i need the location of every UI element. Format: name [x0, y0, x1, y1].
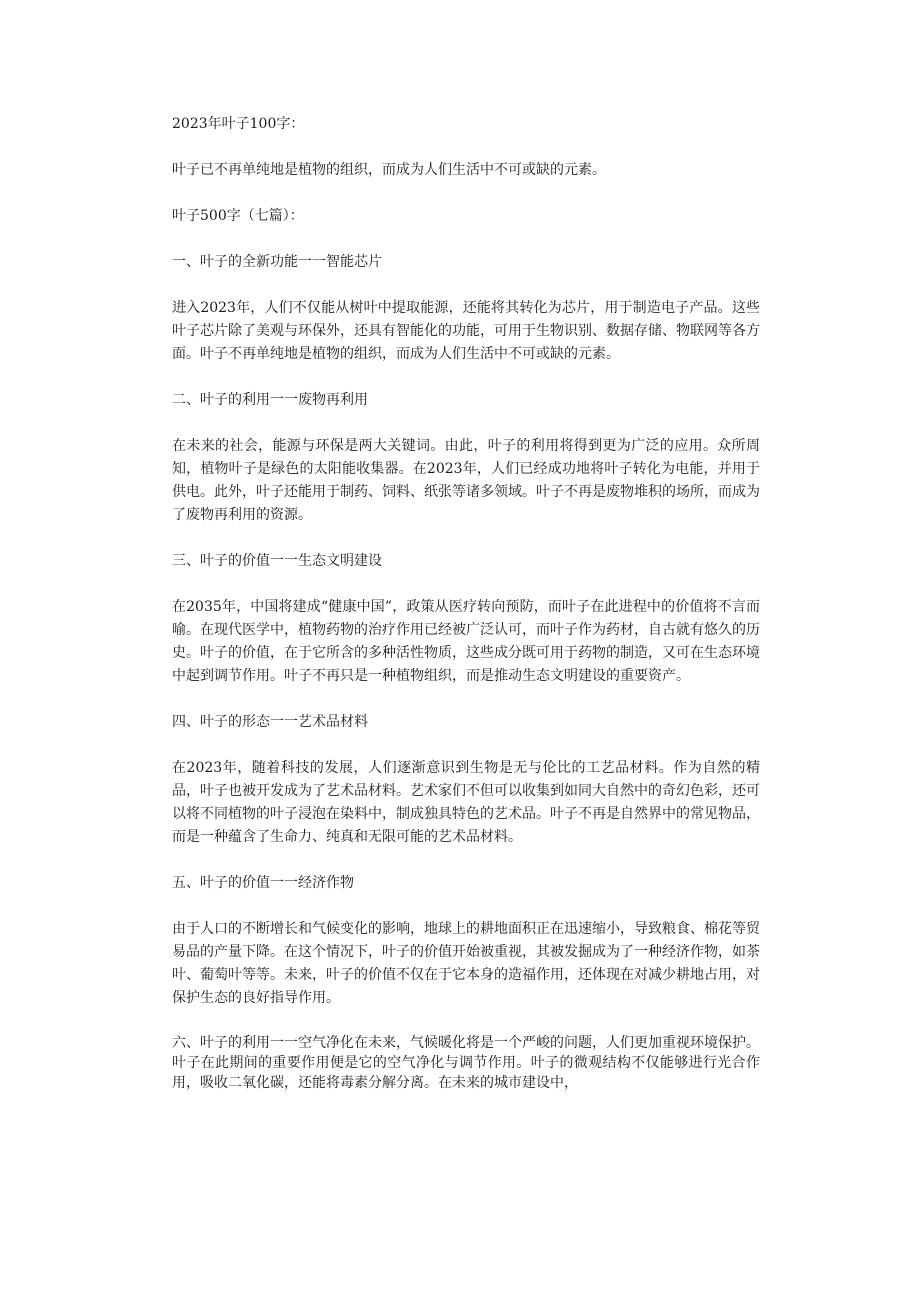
section-heading-4: 四、叶子的形态一一艺术品材料 — [172, 714, 368, 730]
document-page — [172, 113, 760, 1116]
section-intro-heading: 叶子500字（七篇）： — [172, 208, 304, 224]
section-heading-2: 二、叶子的利用一一废物再利用 — [172, 392, 368, 408]
section-heading-1: 一、叶子的全新功能一一智能芯片 — [172, 254, 382, 270]
summary-paragraph: 叶子已不再单纯地是植物的组织，而成为人们生活中不可或缺的元素。 — [172, 162, 606, 178]
section-body-5: 由于人口的不断增长和气候变化的影响，地球上的耕地面积正在迅速缩小，导致粮食、棉花等贸易品的产量下降。在这个情况下，叶子的价值开始被重视，其被发掘成为了一种经济作物，如茶叶、葡萄叶等等。未来，叶子的价值不仅在于它本身的造福作用，还体现在对减少耕地占用，对保护生态的良好指导作用。 — [172, 921, 760, 1006]
section-body-4: 在2023年，随着科技的发展，人们逐渐意识到生物是无与伦比的工艺品材料。作为自然的精品，叶子也被开发成为了艺术品材料。艺术家们不但可以收集到如同大自然中的奇幻色彩，还可以将不同植物的叶子浸泡在染料中，制成独具特色的艺术品。叶子不再是自然界中的常见物品，而是一种蕴含了生命力、纯真和无限可能的艺术品材料。 — [172, 760, 760, 845]
section-heading-3: 三、叶子的价值一一生态文明建设 — [172, 553, 382, 569]
document-title: 2023年叶子100字： — [172, 116, 305, 132]
section-body-6: 六、叶子的利用一一空气净化在未来，气候暖化将是一个严峻的问题，人们更加重视环境保护。叶子在此期间的重要作用便是它的空气净化与调节作用。叶子的微观结构不仅能够进行光合作用，吸收二氧化碳，还能将毒素分解分离。在未来的城市建设中， — [172, 1035, 760, 1091]
section-heading-5: 五、叶子的价值一一经济作物 — [172, 875, 354, 891]
section-body-2: 在未来的社会，能源与环保是两大关键词。由此，叶子的利用将得到更为广泛的应用。众所周知，植物叶子是绿色的太阳能收集器。在2023年，人们已经成功地将叶子转化为电能，并用于供电。此外，叶子还能用于制药、饲料、纸张等诸多领域。叶子不再是废物堆积的场所，而成为了废物再利用的资源。 — [172, 438, 760, 523]
section-body-1: 进入2023年，人们不仅能从树叶中提取能源，还能将其转化为芯片，用于制造电子产品。这些叶子芯片除了美观与环保外，还具有智能化的功能，可用于生物识别、数据存储、物联网等各方面。叶子不再单纯地是植物的组织，而成为人们生活中不可或缺的元素。 — [172, 300, 760, 362]
section-body-3: 在2035年，中国将建成“健康中国”，政策从医疗转向预防，而叶子在此进程中的价值将不言而喻。在现代医学中，植物药物的治疗作用已经被广泛认可，而叶子作为药材，自古就有悠久的历史。叶子的价值，在于它所含的多种活性物质，这些成分既可用于药物的制造，又可在生态环境中起到调节作用。叶子不再只是一种植物组织，而是推动生态文明建设的重要资产。 — [172, 599, 760, 684]
